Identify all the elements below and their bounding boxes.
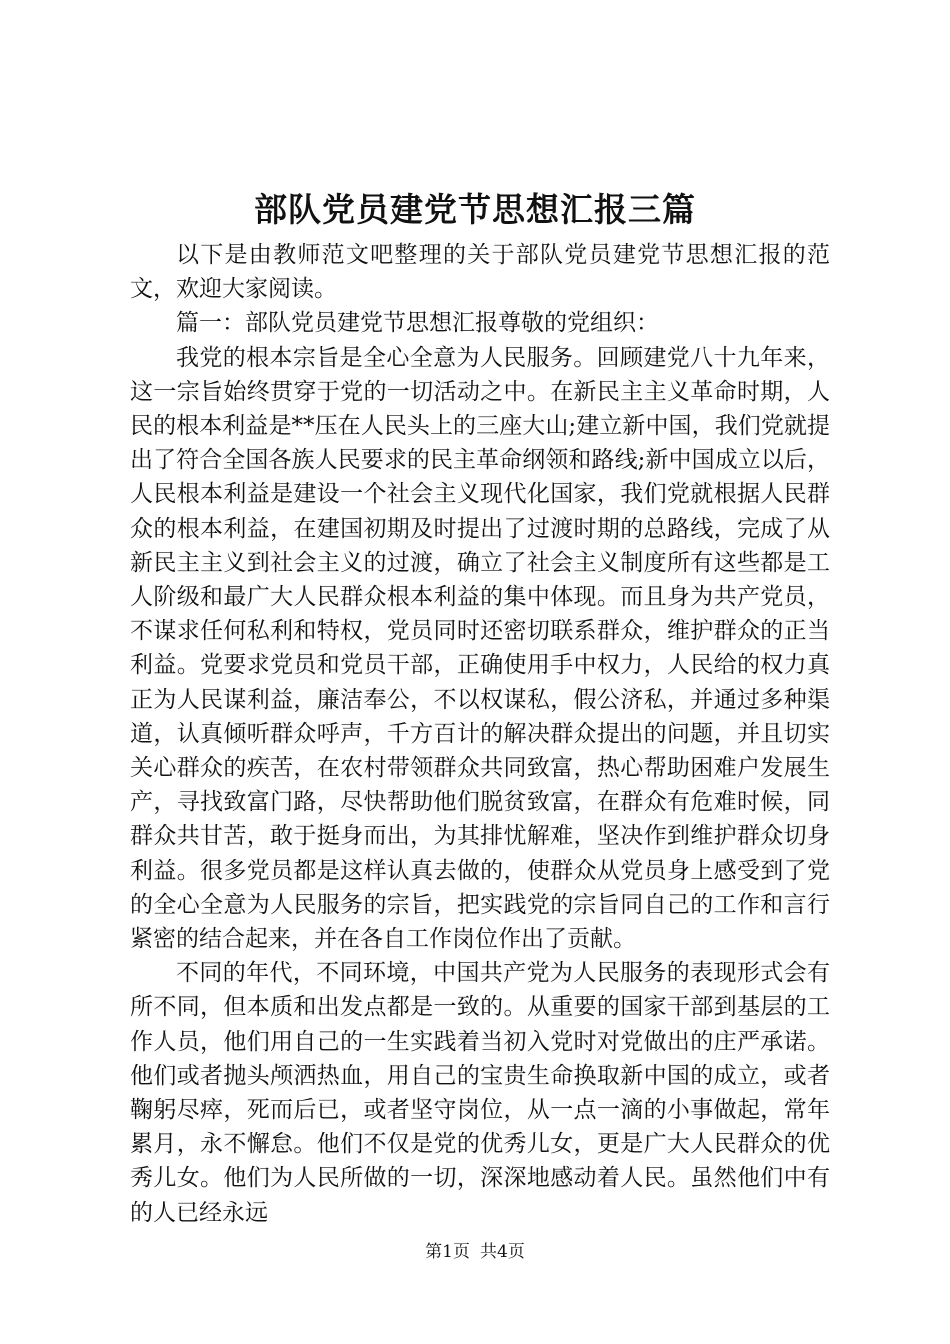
page-footer (0, 1240, 950, 1264)
paragraph-body-1: 我党的根本宗旨是全心全意为人民服务。回顾建党八十九年来，这一宗旨始终贯穿于党的一切活动之中。在新民主主义革命时期，人民的根本利益是**压在人民头上的三座大山;建立新中国，我们党就提出了符合全国各族人民要求的民主革命纲领和路线;新中国成立以后，人民根本利益是建设一个社会主义现代化国家，我们党就根据人民群众的根本利益，在建国初期及时提出了过渡时期的总路线，完成了从新民主主义到社会主义的过渡，确立了社会主义制度所有这些都是工人阶级和最广大人民群众根本利益的集中体现。而且身为共产党员，不谋求任何私利和特权，党员同时还密切联系群众，维护群众的正当利益。党要求党员和党员干部，正确使用手中权力，人民给的权力真正为人民谋利益，廉洁奉公，不以权谋私，假公济私，并通过多种渠道，认真倾听群众呼声，千方百计的解决群众提出的问题，并且切实关心群众的疾苦，在农村带领群众共同致富，热心帮助困难户发展生产，寻找致富门路，尽快帮助他们脱贫致富，在群众有危难时候，同群众共甘苦，敢于挺身而出，为其排忧解难，坚决作到维护群众切身利益。很多党员都是这样认真去做的，使群众从党员身上感受到了党的全心全意为人民服务的宗旨，把实践党的宗旨同自己的工作和言行紧密的结合起来，并在各自工作岗位作出了贡献。 (130, 344, 830, 953)
document-body (130, 238, 830, 1230)
paragraph-intro: 以下是由教师范文吧整理的关于部队党员建党节思想汇报的范文，欢迎大家阅读。 (130, 242, 830, 303)
page-total: 共4页 (480, 1242, 525, 1262)
page-number: 第1页 (425, 1242, 470, 1262)
paragraph-body-2: 不同的年代，不同环境，中国共产党为人民服务的表现形式会有所不同，但本质和出发点都是一致的。从重要的国家干部到基层的工作人员，他们用自己的一生实践着当初入党时对党做出的庄严承诺。他们或者抛头颅洒热血，用自己的宝贵生命换取新中国的成立，或者鞠躬尽瘁，死而后已，或者坚守岗位，从一点一滴的小事做起，常年累月，永不懈怠。他们不仅是党的优秀儿女，更是广大人民群众的优秀儿女。他们为人民所做的一切，深深地感动着人民。虽然他们中有的人已经永远 (130, 960, 830, 1226)
paragraph-section-heading: 篇一：部队党员建党节思想汇报尊敬的党组织： (176, 310, 659, 337)
document-title: 部队党员建党节思想汇报三篇 (254, 190, 696, 229)
